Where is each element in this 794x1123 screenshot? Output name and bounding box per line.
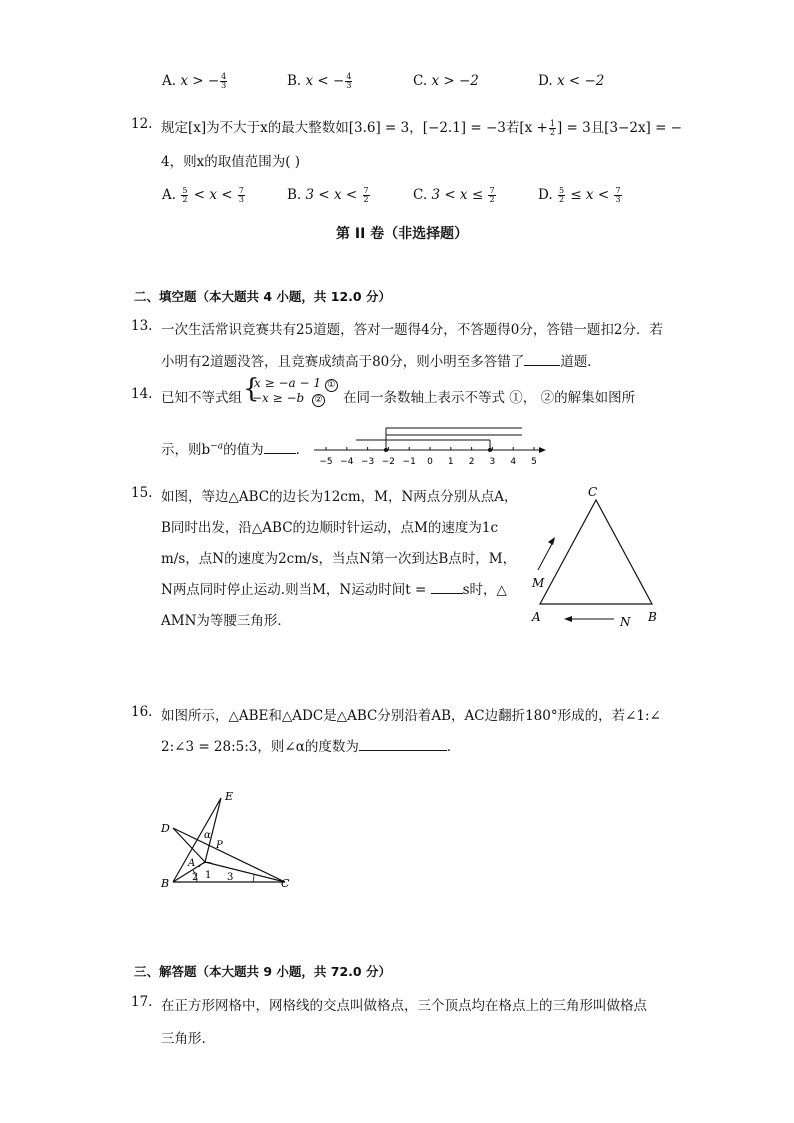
label-p: P bbox=[216, 840, 223, 851]
q12-option-b: B. 3 < x < $\frac{7}{2}$ bbox=[287, 186, 369, 204]
axis-tick-label: 1 bbox=[447, 457, 454, 467]
q14-answer-blank[interactable] bbox=[264, 441, 296, 454]
label-e: E bbox=[225, 790, 234, 803]
q17-line2: 三角形． bbox=[161, 1031, 215, 1047]
q15-answer-blank[interactable] bbox=[431, 581, 463, 594]
q11-option-a: A. x > − $\frac{4}{3}$ bbox=[162, 72, 227, 90]
label-m: M bbox=[532, 576, 545, 590]
axis-tick-label: 2 bbox=[468, 457, 475, 467]
q13-answer-blank[interactable] bbox=[524, 353, 560, 366]
q16-line2: 2:∠3 = 28:5:3，则∠α的度数为 ． bbox=[161, 739, 461, 755]
q15-line2: B同时出发，沿△ABC的边顺时针运动，点M的速度为1c bbox=[161, 520, 499, 536]
q14-number-line bbox=[310, 420, 550, 468]
axis-tick-label: −3 bbox=[360, 457, 375, 467]
q13-line1: 一次生活常识竞赛共有25道题，答对一题得4分，不答题得0分，答错一题扣2分．若 bbox=[161, 322, 663, 338]
section2-heading: 二、填空题（本大题共 4 小题，共 12.0 分） bbox=[134, 289, 391, 304]
label-d: D bbox=[161, 822, 170, 835]
axis-tick-label: −1 bbox=[402, 457, 416, 467]
q15-line1: 如图，等边△ABC的边长为12cm，M，N两点分别从点A， bbox=[161, 489, 518, 505]
q15-line3: m/s，点N的速度为2cm/s，当点N第一次到达B点时，M， bbox=[161, 551, 517, 567]
label-a: A bbox=[532, 610, 541, 624]
label-c: C bbox=[588, 485, 598, 499]
q14-system-brace: { bbox=[243, 374, 260, 404]
label-b: B bbox=[648, 610, 657, 624]
label-c: C bbox=[281, 877, 290, 890]
label-angle2: 2 bbox=[192, 872, 199, 883]
arrow-n-head-icon bbox=[564, 616, 572, 622]
q15-line5: AMN为等腰三角形． bbox=[161, 613, 291, 629]
triangle-abc bbox=[540, 500, 652, 604]
label-n: N bbox=[620, 615, 631, 629]
section3-heading: 三、解答题（本大题共 9 小题，共 72.0 分） bbox=[134, 964, 391, 979]
label-angle1: 1 bbox=[205, 870, 212, 881]
axis-arrow-icon bbox=[539, 447, 546, 453]
label-alpha: α bbox=[204, 830, 211, 841]
arrow-m-head-icon bbox=[548, 537, 555, 545]
part2-title: 第 II 卷（非选择题） bbox=[336, 226, 469, 242]
q12-option-a: A. $\frac{5}{2}$ < x < $\frac{7}{3}$ bbox=[162, 186, 244, 204]
segment-ac bbox=[205, 862, 285, 882]
angle1-arc bbox=[199, 862, 213, 867]
axis-tick-label: 4 bbox=[510, 457, 517, 467]
q17-number: 17. bbox=[131, 994, 153, 1010]
label-angle3: 3 bbox=[227, 872, 234, 883]
point-3 bbox=[488, 448, 492, 452]
q14-line2: 示，则$b^{-a}$的值为 ． bbox=[161, 441, 310, 458]
axis-tick-label: 0 bbox=[427, 457, 433, 467]
q14-line1: 已知不等式组 bbox=[161, 390, 242, 406]
axis-tick-label: 5 bbox=[531, 457, 537, 467]
q11-option-b: B. x < − $\frac{4}{3}$ bbox=[287, 72, 352, 90]
angle3-arc bbox=[253, 874, 254, 882]
segment-da bbox=[173, 828, 205, 862]
q14-inequality-2: −x ≥ −b ② bbox=[252, 391, 325, 407]
axis-tick-label: −5 bbox=[319, 457, 333, 467]
q12-option-d: D. $\frac{5}{2}$ ≤ x < $\frac{7}{3}$ bbox=[538, 186, 621, 204]
q13-line2: 小明有2道题没答，且竞赛成绩高于80分，则小明至多答错了 道题． bbox=[161, 354, 601, 370]
q12-line1: 规定[x]为不大于x的最大整数如[3.6] = 3，[−2.1] = −3若[x + $\frac{1}{2}$ ] = 3且[3−2x] = − bbox=[161, 119, 683, 137]
q11-option-d: D. x < −2 bbox=[538, 73, 605, 89]
q15-triangle-figure bbox=[524, 482, 664, 632]
q16-answer-blank[interactable] bbox=[359, 738, 447, 751]
axis-tick-label: −2 bbox=[381, 457, 396, 467]
q17-line1: 在正方形网格中，网格线的交点叫做格点，三个顶点均在格点上的三角形叫做格点 bbox=[161, 998, 647, 1014]
q14-line1-tail: 在同一条数轴上表示不等式 ①， ②的解集如图所 bbox=[343, 390, 636, 406]
label-a: A bbox=[188, 858, 196, 869]
point-minus2 bbox=[384, 448, 388, 452]
axis-tick-label: −4 bbox=[340, 457, 354, 467]
q12-number: 12. bbox=[131, 116, 153, 132]
q15-line4: N两点同时停止运动.则当M，N运动时间t = s时，△ bbox=[161, 582, 507, 598]
q12-option-c: C. 3 < x ≤ $\frac{7}{2}$ bbox=[413, 186, 495, 204]
q12-line2: 4，则x的取值范围为( ) bbox=[161, 154, 301, 170]
q16-line1: 如图所示，△ABE和△ADC是△ABC分别沿着AB，AC边翻折180°形成的，若∠1:∠ bbox=[161, 708, 661, 724]
axis-tick-label: 3 bbox=[489, 457, 496, 467]
q14-inequality-1: x ≥ −a − 1 ① bbox=[254, 376, 338, 392]
q16-fold-figure bbox=[155, 788, 305, 893]
label-b: B bbox=[161, 877, 170, 890]
q14-number: 14. bbox=[131, 386, 153, 402]
q16-number: 16. bbox=[131, 704, 153, 720]
q11-option-c: C. x > −2 bbox=[413, 73, 479, 89]
q15-number: 15. bbox=[131, 485, 153, 501]
q13-number: 13. bbox=[131, 318, 153, 334]
arrow-m-line bbox=[538, 540, 554, 570]
